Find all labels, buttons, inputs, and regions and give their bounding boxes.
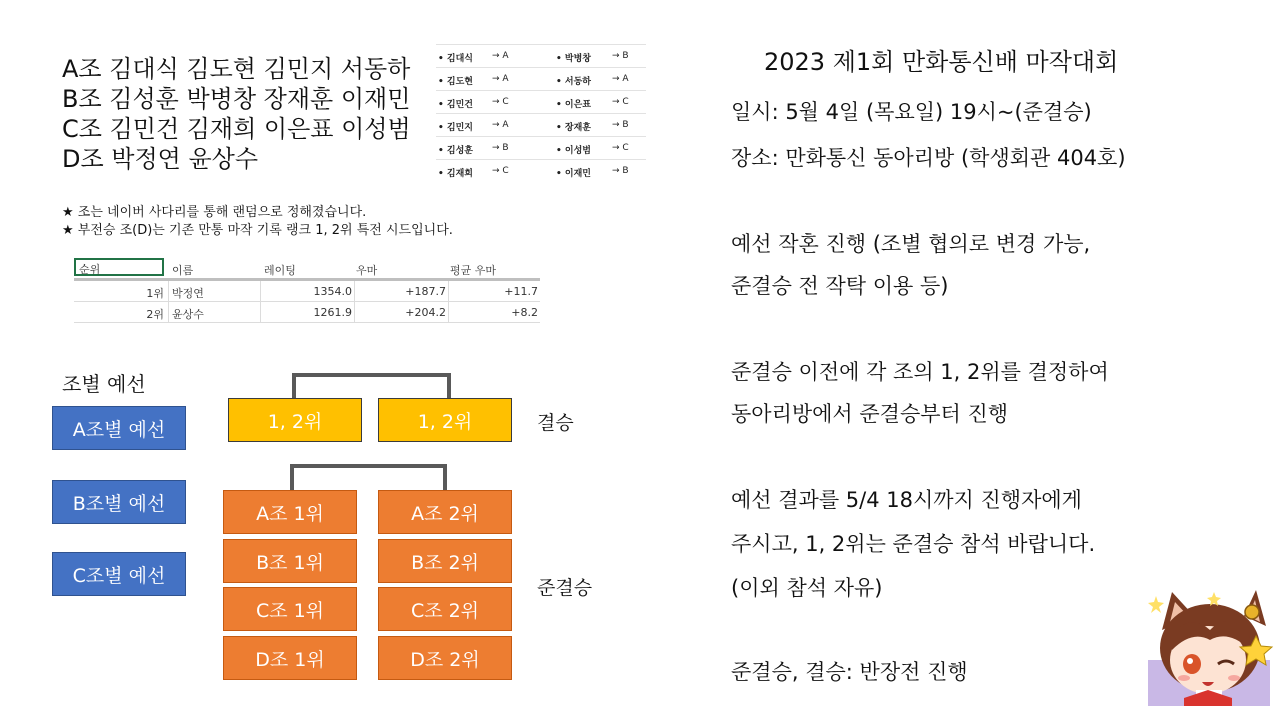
header-rating: 레이팅 — [264, 264, 296, 277]
semi-label: 준결승 — [537, 577, 593, 599]
group-d: D조 박정연 윤상수 — [62, 145, 259, 173]
assignment-group: → A — [612, 74, 629, 84]
info-place: 장소: 만화통신 동아리방 (학생회관 404호) — [731, 146, 1126, 170]
assignment-name: • 김성훈 — [438, 146, 473, 156]
mascot-illustration — [1144, 586, 1276, 706]
semi-d-second: D조 2위 — [378, 636, 512, 680]
cell-name: 윤상수 — [172, 308, 204, 321]
assignment-group: → C — [492, 166, 509, 176]
info-prelim-1: 예선 작혼 진행 (조별 협의로 변경 가능, — [731, 232, 1091, 256]
semi-b-first: B조 1위 — [223, 539, 357, 583]
prelim-b-box: B조별 예선 — [52, 480, 186, 524]
final-slot-right: 1, 2위 — [378, 398, 512, 442]
assignment-name: • 이은표 — [556, 100, 591, 110]
cell-name: 박정연 — [172, 287, 204, 300]
assignment-group: → B — [612, 51, 629, 61]
prelim-c-box: C조별 예선 — [52, 552, 186, 596]
info-prelim-2: 준결승 전 작탁 이용 등) — [731, 274, 949, 298]
semi-d-first: D조 1위 — [223, 636, 357, 680]
assignment-group: → C — [612, 97, 629, 107]
info-semi-1: 준결승 이전에 각 조의 1, 2위를 결정하여 — [731, 360, 1109, 384]
info-result-1: 예선 결과를 5/4 18시까지 진행자에게 — [731, 488, 1082, 512]
cell-uma: +187.7 — [405, 285, 446, 298]
assignment-group: → C — [492, 97, 509, 107]
prelim-a-box: A조별 예선 — [52, 406, 186, 450]
group-a: A조 김대식 김도현 김민지 서동하 — [62, 55, 411, 83]
assignment-name: • 김민지 — [438, 123, 473, 133]
assignment-name: • 장재훈 — [556, 123, 591, 133]
assignment-group: → A — [492, 51, 509, 61]
assignment-name: • 김대식 — [438, 54, 473, 64]
event-title: 2023 제1회 만화통신배 마작대회 — [764, 48, 1119, 76]
cell-rank: 1위 — [146, 287, 164, 300]
assignment-name: • 이성범 — [556, 146, 591, 156]
assignment-name: • 서동하 — [556, 77, 591, 87]
header-name: 이름 — [172, 264, 194, 277]
info-format: 준결승, 결승: 반장전 진행 — [731, 660, 968, 684]
cell-rank: 2위 — [146, 308, 164, 321]
assignment-group: → B — [492, 143, 509, 153]
note-random: ★ 조는 네이버 사다리를 통해 랜덤으로 정해졌습니다. — [62, 205, 367, 220]
semi-a-first: A조 1위 — [223, 490, 357, 534]
header-avg-uma: 평균 우마 — [450, 264, 497, 277]
final-connector — [294, 375, 449, 398]
final-slot-left: 1, 2위 — [228, 398, 362, 442]
assignment-group: → B — [612, 166, 629, 176]
assignment-group: → B — [612, 120, 629, 130]
assignment-group: → A — [492, 74, 509, 84]
info-date: 일시: 5월 4일 (목요일) 19시~(준결승) — [731, 100, 1092, 124]
semi-b-second: B조 2위 — [378, 539, 512, 583]
info-semi-2: 동아리방에서 준결승부터 진행 — [731, 402, 1009, 426]
assignment-name: • 김재희 — [438, 169, 473, 179]
cell-avg-uma: +11.7 — [504, 285, 538, 298]
group-b: B조 김성훈 박병창 장재훈 이재민 — [62, 85, 411, 113]
cell-uma: +204.2 — [405, 306, 446, 319]
assignment-name: • 이재민 — [556, 169, 591, 179]
header-rank[interactable]: 순위 — [74, 258, 164, 276]
final-label: 결승 — [537, 412, 574, 434]
semi-a-second: A조 2위 — [378, 490, 512, 534]
assignment-name: • 김민건 — [438, 100, 473, 110]
assignment-group: → A — [492, 120, 509, 130]
info-result-2: 주시고, 1, 2위는 준결승 참석 바랍니다. — [731, 532, 1096, 556]
assignment-group: → C — [612, 143, 629, 153]
cell-avg-uma: +8.2 — [511, 306, 538, 319]
info-result-3: (이외 참석 자유) — [731, 576, 883, 600]
semi-c-first: C조 1위 — [223, 587, 357, 631]
assignment-name: • 박병창 — [556, 54, 591, 64]
assignment-name: • 김도현 — [438, 77, 473, 87]
cell-rating: 1261.9 — [313, 306, 352, 319]
cell-rating: 1354.0 — [313, 285, 352, 298]
header-uma: 우마 — [356, 264, 378, 277]
prelim-title: 조별 예선 — [62, 372, 146, 396]
group-c: C조 김민건 김재희 이은표 이성범 — [62, 115, 411, 143]
note-seed: ★ 부전승 조(D)는 기존 만통 마작 기록 랭크 1, 2위 특전 시드입니다. — [62, 223, 453, 238]
semi-connector — [292, 466, 445, 490]
semi-c-second: C조 2위 — [378, 587, 512, 631]
